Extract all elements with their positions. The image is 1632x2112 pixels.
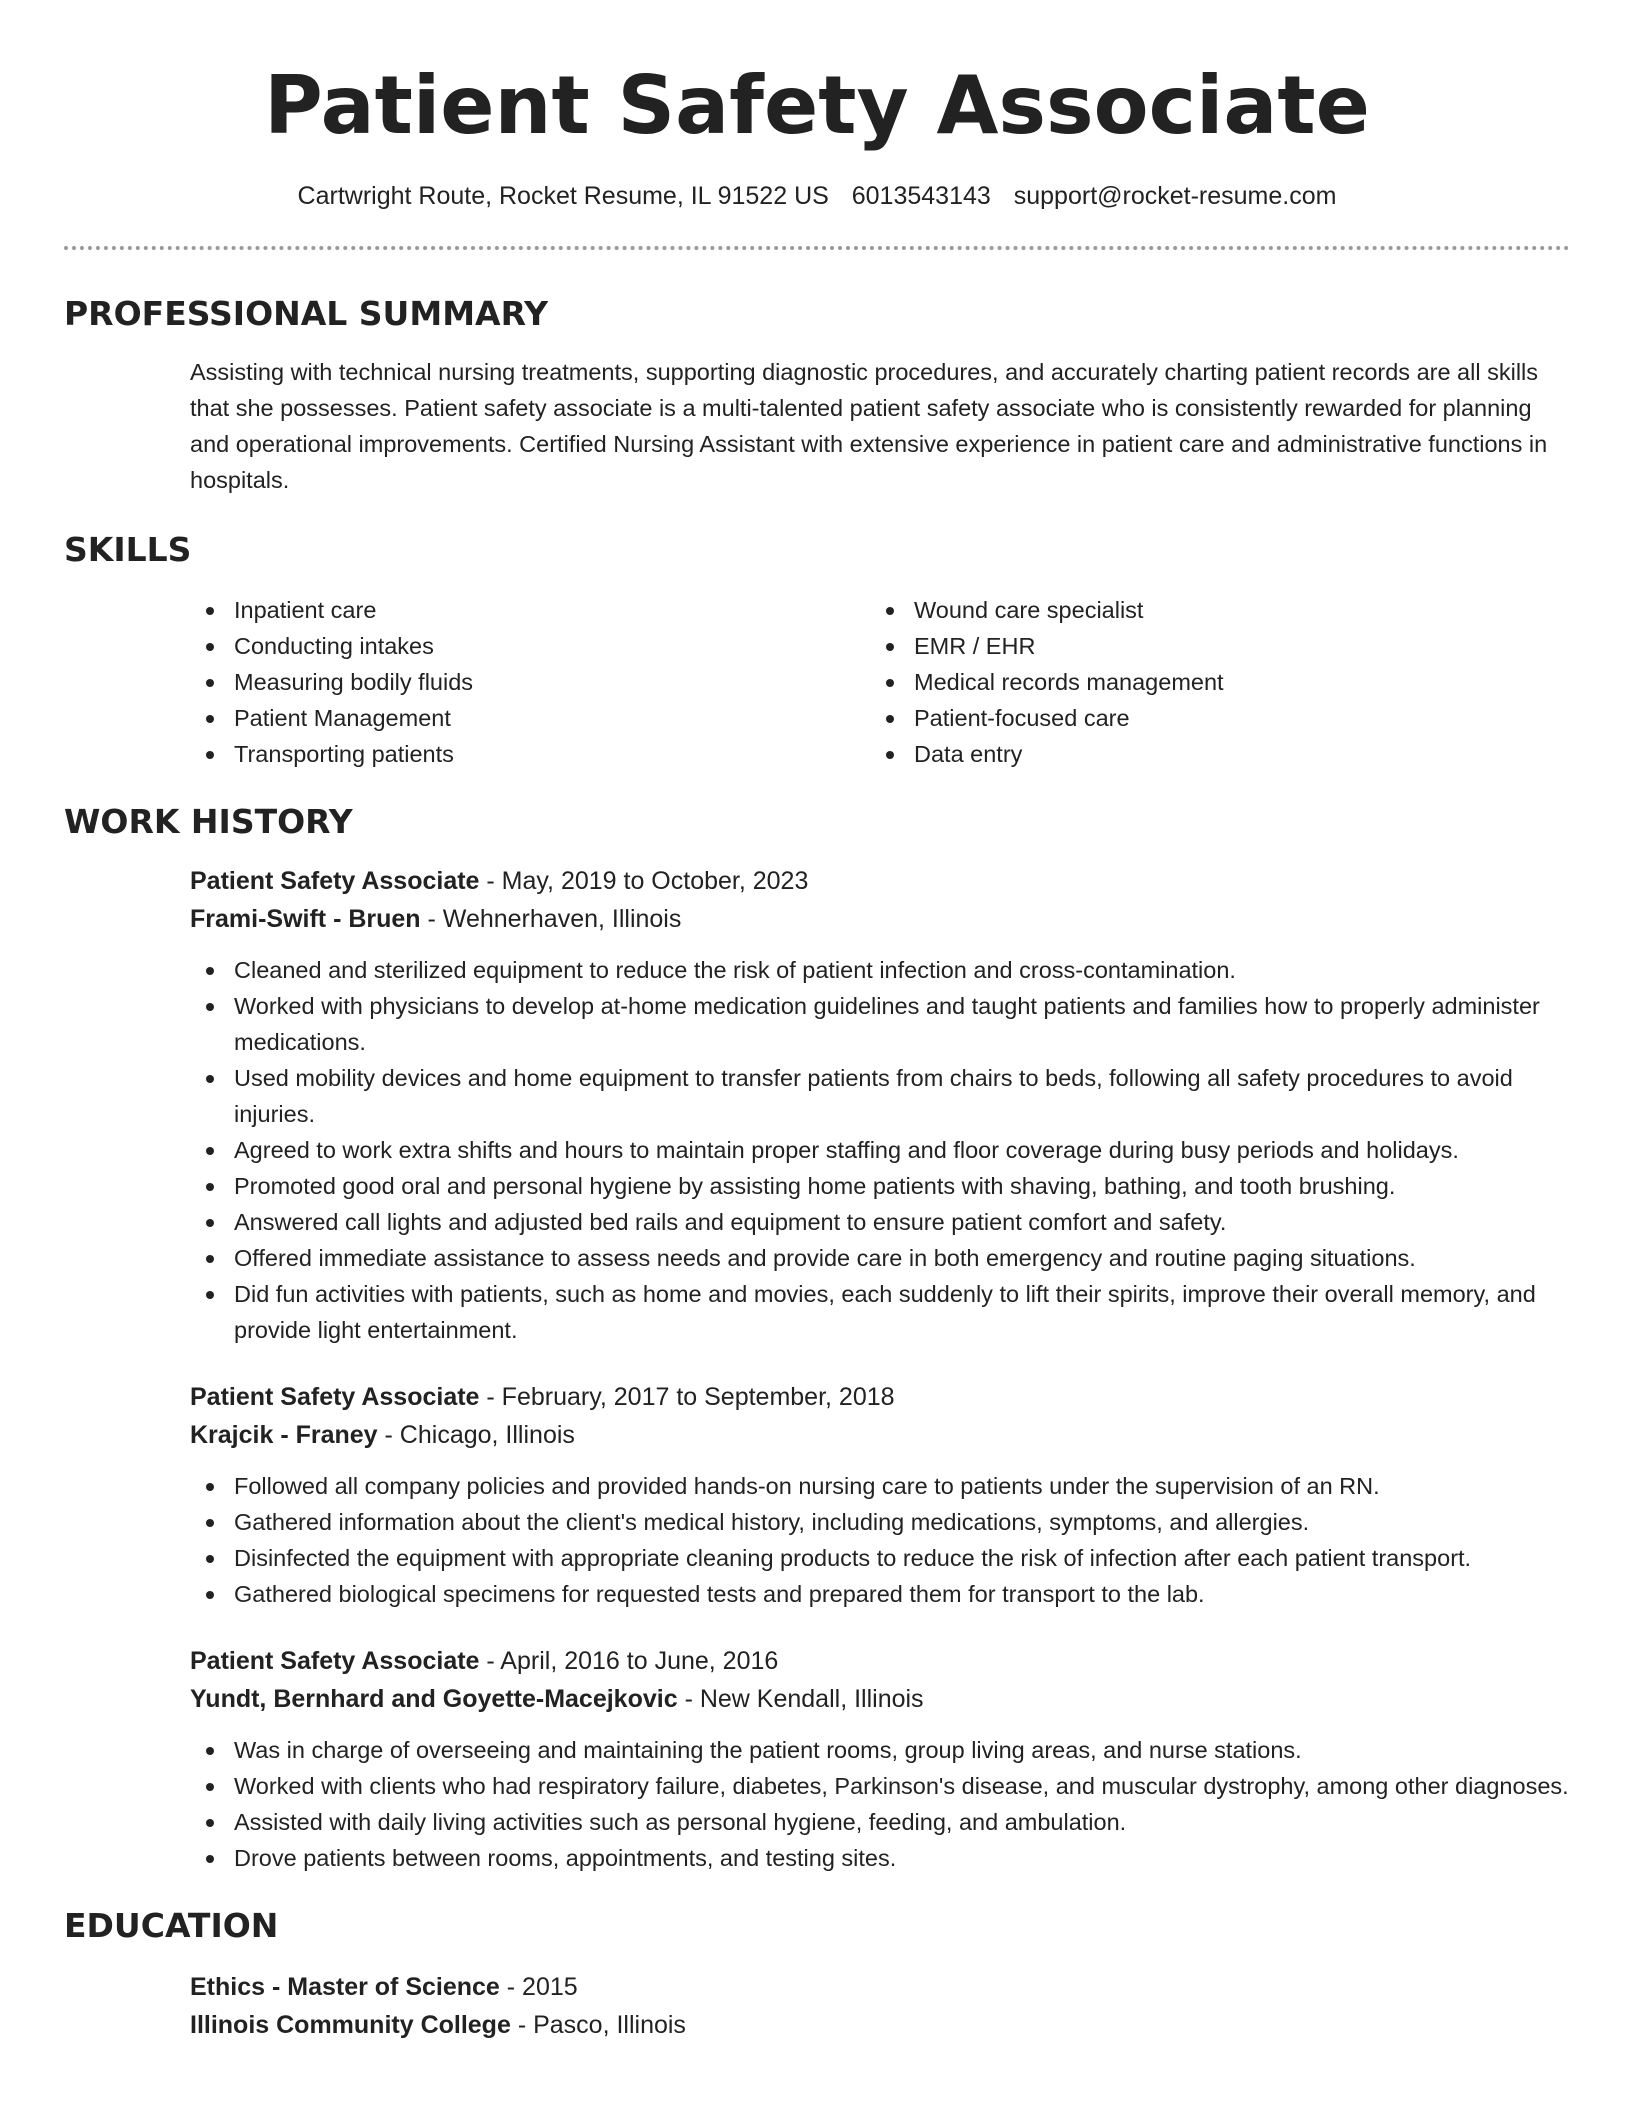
job-location: - Wehnerhaven, Illinois bbox=[420, 905, 682, 933]
job-dates: - April, 2016 to June, 2016 bbox=[479, 1647, 779, 1675]
job-dates: - May, 2019 to October, 2023 bbox=[479, 867, 809, 895]
skills-list-right bbox=[870, 592, 1550, 772]
work-history-section bbox=[64, 802, 1570, 1876]
job-bullet: Worked with clients who had respiratory failure, diabetes, Parkinson's disease, and muscular dystrophy, among other diagnoses. bbox=[190, 1768, 1570, 1804]
skill-item: Patient Management bbox=[190, 700, 870, 736]
job-company: Yundt, Bernhard and Goyette-Macejkovic bbox=[190, 1685, 678, 1713]
job-bullet: Disinfected the equipment with appropriate cleaning products to reduce the risk of infection after each patient transport. bbox=[190, 1540, 1570, 1576]
job-company-line bbox=[190, 1416, 1570, 1454]
job-bullet: Gathered biological specimens for requested tests and prepared them for transport to the lab. bbox=[190, 1576, 1570, 1612]
job-bullet: Answered call lights and adjusted bed rails and equipment to ensure patient comfort and safety. bbox=[190, 1204, 1570, 1240]
education-school-line bbox=[190, 2006, 1570, 2044]
education-section bbox=[64, 1906, 1570, 2044]
summary-heading: PROFESSIONAL SUMMARY bbox=[64, 294, 549, 333]
job-entry bbox=[190, 862, 1570, 1348]
job-company: Frami-Swift - Bruen bbox=[190, 905, 421, 933]
job-title: Patient Safety Associate bbox=[190, 867, 480, 895]
job-entry bbox=[190, 1642, 1570, 1876]
work-history-heading: WORK HISTORY bbox=[64, 802, 353, 841]
resume-page bbox=[64, 0, 1570, 2112]
job-bullets bbox=[190, 1468, 1570, 1612]
skill-item: Data entry bbox=[870, 736, 1550, 772]
contact-phone: 6013543143 bbox=[851, 182, 991, 210]
job-company: Krajcik - Franey bbox=[190, 1421, 378, 1449]
job-entry bbox=[190, 1378, 1570, 1612]
job-title-line bbox=[190, 1642, 1570, 1680]
education-degree-line bbox=[190, 1968, 1570, 2006]
job-bullet: Promoted good oral and personal hygiene by assisting home patients with shaving, bathing, and tooth brushing. bbox=[190, 1168, 1570, 1204]
skills-list-left bbox=[190, 592, 870, 772]
job-bullet: Assisted with daily living activities such as personal hygiene, feeding, and ambulation. bbox=[190, 1804, 1570, 1840]
job-dates: - February, 2017 to September, 2018 bbox=[479, 1383, 895, 1411]
contact-line bbox=[64, 180, 1570, 212]
job-bullet: Gathered information about the client's medical history, including medications, symptoms, and allergies. bbox=[190, 1504, 1570, 1540]
header-divider bbox=[64, 246, 1570, 250]
skill-item: Wound care specialist bbox=[870, 592, 1550, 628]
job-location: - New Kendall, Illinois bbox=[677, 1685, 924, 1713]
education-entry bbox=[190, 1968, 1570, 2044]
education-year: - 2015 bbox=[499, 1973, 578, 2001]
skill-item: Transporting patients bbox=[190, 736, 870, 772]
education-location: - Pasco, Illinois bbox=[510, 2011, 686, 2039]
job-bullet: Drove patients between rooms, appointments, and testing sites. bbox=[190, 1840, 1570, 1876]
job-title: Patient Safety Associate bbox=[190, 1647, 480, 1675]
job-bullet: Offered immediate assistance to assess needs and provide care in both emergency and routine paging situations. bbox=[190, 1240, 1570, 1276]
skill-item: Medical records management bbox=[870, 664, 1550, 700]
skills-grid bbox=[190, 592, 1570, 772]
education-heading: EDUCATION bbox=[64, 1906, 279, 1945]
job-bullets bbox=[190, 952, 1570, 1348]
skills-section bbox=[64, 530, 1570, 772]
job-bullet: Did fun activities with patients, such as home and movies, each suddenly to lift their spirits, improve their overall memory, and provide light entertainment. bbox=[190, 1276, 1570, 1348]
skill-item: Measuring bodily fluids bbox=[190, 664, 870, 700]
skills-heading: SKILLS bbox=[64, 530, 192, 569]
job-location: - Chicago, Illinois bbox=[377, 1421, 575, 1449]
job-bullet: Agreed to work extra shifts and hours to maintain proper staffing and floor coverage during busy periods and holidays. bbox=[190, 1132, 1570, 1168]
contact-email: support@rocket-resume.com bbox=[1013, 182, 1337, 210]
job-company-line bbox=[190, 1680, 1570, 1718]
contact-address: Cartwright Route, Rocket Resume, IL 91522 US bbox=[297, 182, 829, 210]
resume-name: Patient Safety Associate bbox=[264, 59, 1370, 152]
job-bullet: Was in charge of overseeing and maintaining the patient rooms, group living areas, and nurse stations. bbox=[190, 1732, 1570, 1768]
job-title: Patient Safety Associate bbox=[190, 1383, 480, 1411]
skill-item: Inpatient care bbox=[190, 592, 870, 628]
summary-text: Assisting with technical nursing treatments, supporting diagnostic procedures, and accurately charting patient records are all skills that she possesses. Patient safety associate is a multi-talented patient safety associate who is consistently rewarded for planning and operational improvements. Certified Nursing Assistant with extensive experience in patient care and administrative functions in hospitals. bbox=[190, 359, 1548, 493]
job-company-line bbox=[190, 900, 1570, 938]
job-title-line bbox=[190, 862, 1570, 900]
skill-item: Conducting intakes bbox=[190, 628, 870, 664]
job-bullets bbox=[190, 1732, 1570, 1876]
education-school: Illinois Community College bbox=[190, 2011, 511, 2039]
summary-section bbox=[64, 294, 1570, 498]
job-bullet: Worked with physicians to develop at-home medication guidelines and taught patients and families how to properly administer medications. bbox=[190, 988, 1570, 1060]
job-bullet: Followed all company policies and provided hands-on nursing care to patients under the supervision of an RN. bbox=[190, 1468, 1570, 1504]
job-bullet: Cleaned and sterilized equipment to reduce the risk of patient infection and cross-contamination. bbox=[190, 952, 1570, 988]
skill-item: EMR / EHR bbox=[870, 628, 1550, 664]
job-bullet: Used mobility devices and home equipment to transfer patients from chairs to beds, following all safety procedures to avoid injuries. bbox=[190, 1060, 1570, 1132]
education-degree: Ethics - Master of Science bbox=[190, 1973, 500, 2001]
job-title-line bbox=[190, 1378, 1570, 1416]
skill-item: Patient-focused care bbox=[870, 700, 1550, 736]
